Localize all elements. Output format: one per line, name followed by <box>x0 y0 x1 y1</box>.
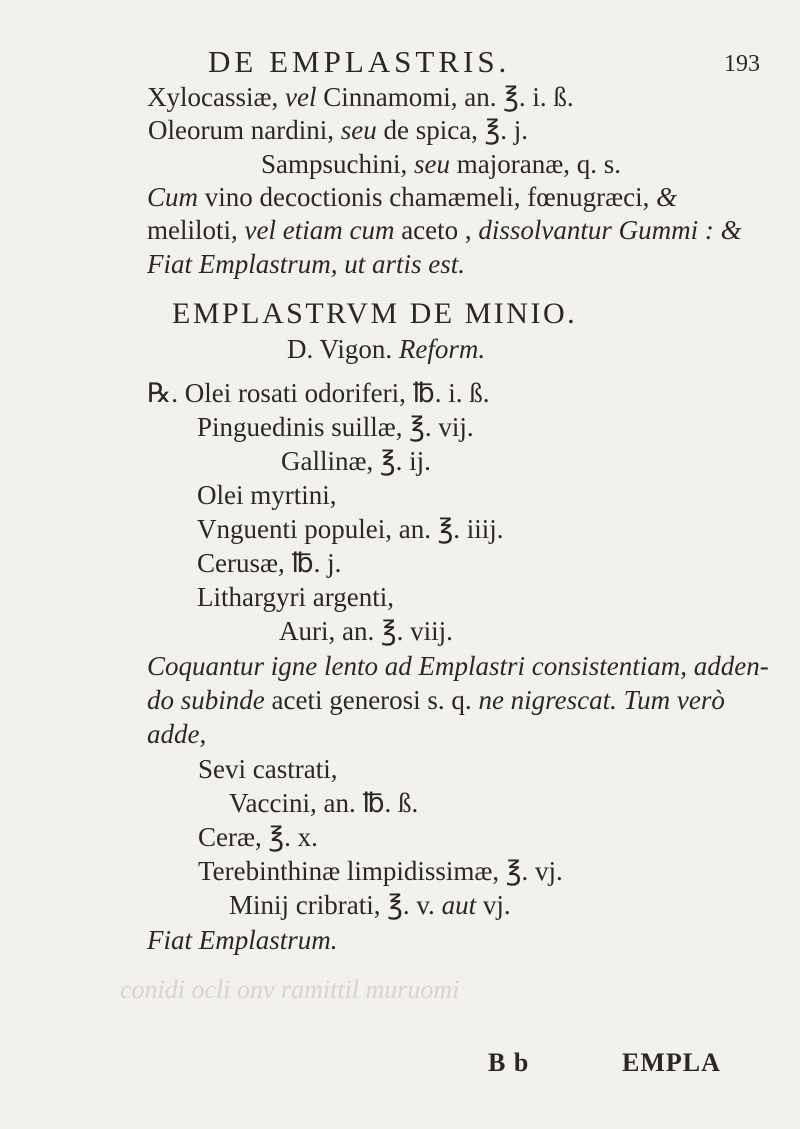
text-italic: Cum <box>147 182 199 212</box>
ingredient-line: Lithargyri argenti, <box>197 582 394 612</box>
text-italic: ne nigrescat. Tum verò <box>478 685 725 715</box>
text: vino decoctionis chamæmeli, fœnugræci, <box>198 182 657 212</box>
ingredient-line <box>229 892 511 919</box>
recipe-line-2 <box>148 117 528 144</box>
ingredient-line: Auri, an. ℥. viij. <box>279 616 453 646</box>
recipe-line-4 <box>147 184 677 211</box>
section-author <box>287 336 485 363</box>
recipe-line-3 <box>261 151 621 178</box>
reform-label: Reform. <box>398 334 486 364</box>
directions-line-1: Coquantur igne lento ad Emplastri consistentiam, adden- <box>147 651 769 681</box>
text: meliloti, <box>147 215 245 245</box>
signature-mark: B b <box>488 1048 530 1077</box>
running-head: DE EMPLASTRIS. <box>208 44 511 79</box>
text-italic: do subinde <box>147 685 265 715</box>
recipe-fiat-line: Fiat Emplastrum, ut artis est. <box>147 249 466 279</box>
text: aceti generosi s. q. <box>264 685 479 715</box>
text-italic: vel etiam cum <box>244 215 395 245</box>
text: vj. <box>476 890 511 920</box>
ingredient-line: Sevi castrati, <box>198 754 338 784</box>
directions-line-3: adde, <box>147 719 207 749</box>
text: Minij cribrati, ℥. v. <box>229 890 435 920</box>
show-through-text: conidi ocli onv ramittil muruomi <box>120 975 460 1004</box>
recipe-line-1 <box>147 84 574 111</box>
ingredient-line: Olei myrtini, <box>197 480 337 510</box>
section-title: EMPLASTRVM DE MINIO. <box>172 297 578 330</box>
ingredient-line: ℞. Olei rosati odoriferi, ℔. i. ß. <box>147 378 490 408</box>
page-number: 193 <box>724 51 760 77</box>
text: Sampsuchini, <box>261 149 414 179</box>
text: majoranæ, q. s. <box>450 149 621 179</box>
ingredient-line: Vaccini, an. ℔. ß. <box>229 788 419 818</box>
ingredient-line: Terebinthinæ limpidissimæ, ℥. vj. <box>198 856 563 886</box>
text: aceto , <box>394 215 479 245</box>
text-italic: aut <box>441 890 477 920</box>
ingredient-line: Vnguenti populei, an. ℥. iiij. <box>197 514 504 544</box>
ingredient-line: Pinguedinis suillæ, ℥. vij. <box>197 412 474 442</box>
ingredient-line: Gallinæ, ℥. ij. <box>281 446 431 476</box>
text: Cinnamomi, an. ℥. i. ß. <box>316 82 574 112</box>
recipe-line-5 <box>147 217 742 244</box>
catchword: EMPLA <box>622 1048 721 1077</box>
text-italic: dissolvantur Gummi : & <box>478 215 742 245</box>
text-italic: & <box>656 182 678 212</box>
text: Xylocassiæ, <box>147 82 285 112</box>
text-italic: seu <box>340 115 377 145</box>
text: de spica, ℥. j. <box>376 115 529 145</box>
author-name: D. Vigon. <box>287 334 393 364</box>
directions-line-2 <box>147 687 725 714</box>
ingredient-line: Cerusæ, ℔. j. <box>197 548 342 578</box>
text: Oleorum nardini, <box>148 115 341 145</box>
closing-line: Fiat Emplastrum. <box>147 925 338 955</box>
ingredient-line: Ceræ, ℥. x. <box>198 822 318 852</box>
text-italic: vel <box>285 82 317 112</box>
text-italic: seu <box>414 149 450 179</box>
